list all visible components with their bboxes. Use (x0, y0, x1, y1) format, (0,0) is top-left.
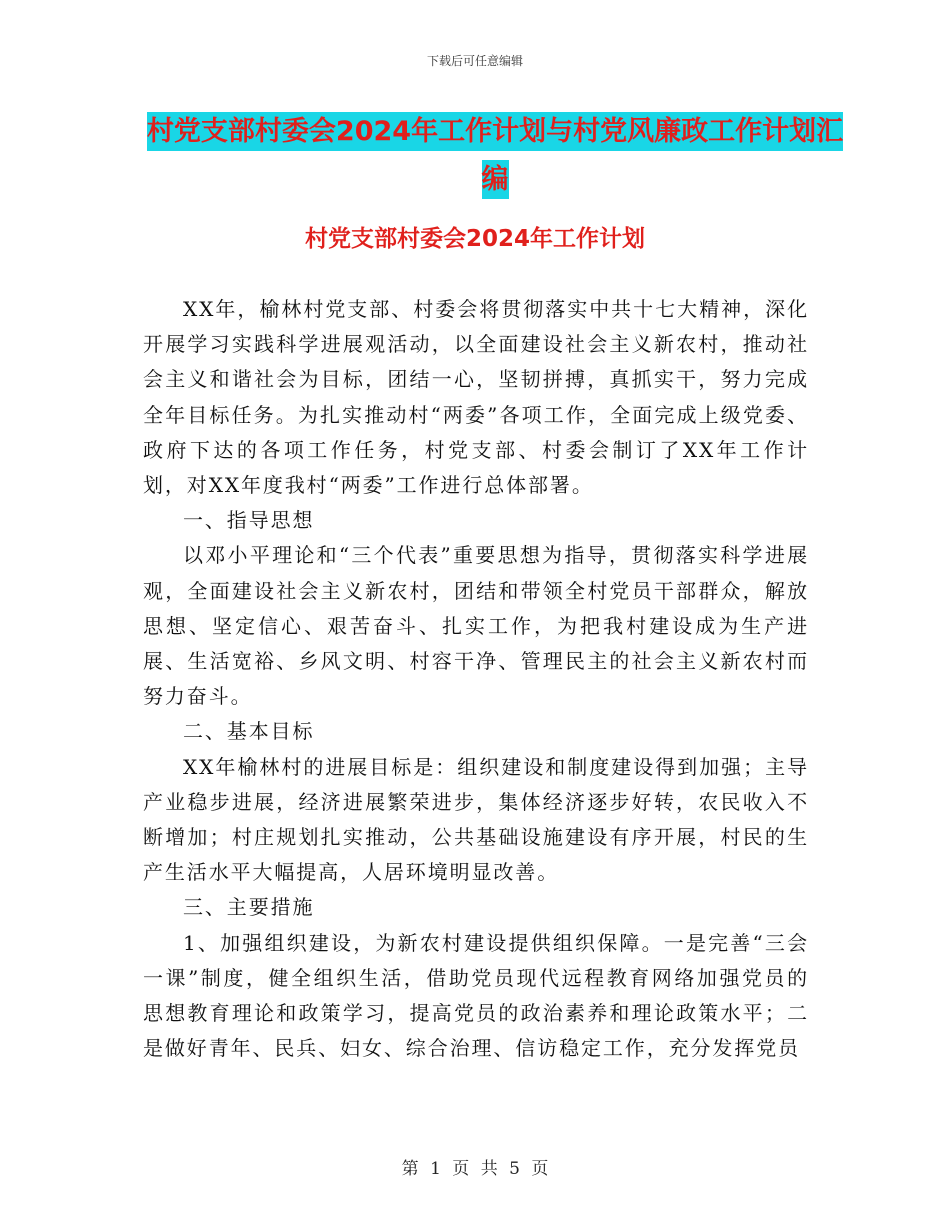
section-title: 村党支部村委会2024年工作计划 (304, 226, 645, 252)
paragraph-guiding-ideology: 以邓小平理论和“三个代表”重要思想为指导，贯彻落实科学进展观，全面建设社会主义新农村，团结和带领全村党员干部群众，解放思想、坚定信心、艰苦奋斗、扎实工作，为把我村建设成为生产进展、生活宽裕、乡风文明、村容干净、管理民主的社会主义新农村而努力奋斗。 (143, 543, 809, 709)
paragraph-basic-goals: XX年榆林村的进展目标是：组织建设和制度建设得到加强；主导产业稳步进展，经济进展繁荣进步，集体经济逐步好转，农民收入不断增加；村庄规划扎实推动，公共基础设施建设有序开展，村民的生产生活水平大幅提高，人居环境明显改善。 (143, 754, 809, 885)
header-note: 下载后可任意编辑 (426, 54, 523, 68)
page-number-footer: 第 1 页 共 5 页 (401, 1159, 549, 1179)
document-body (143, 292, 809, 1066)
paragraph-intro: XX年，榆林村党支部、村委会将贯彻落实中共十七大精神，深化开展学习实践科学进展观活动，以全面建设社会主义新农村，推动社会主义和谐社会为目标，团结一心，坚韧拼搏，真抓实干，努力完成全年目标任务。为扎实推动村“两委”各项工作，全面完成上级党委、政府下达的各项工作任务，村党支部、村委会制订了XX年工作计划，对XX年度我村“两委”工作进行总体部署。 (143, 297, 809, 498)
heading-main-measures: 三、主要措施 (183, 895, 315, 920)
paragraph-measure-1: 1、加强组织建设，为新农村建设提供组织保障。一是完善“三会一课”制度，健全组织生活，借助党员现代远程教育网络加强党员的思想教育理论和政策学习，提高党员的政治素养和理论政策水平；二是做好青年、民兵、妇女、综合治理、信访稳定工作，充分发挥党员 (143, 930, 809, 1061)
heading-basic-goals: 二、基本目标 (183, 719, 315, 744)
heading-guiding-ideology: 一、指导思想 (183, 508, 315, 533)
document-title-text: 村党支部村委会2024年工作计划与村党风廉政工作计划汇编 (147, 112, 843, 199)
document-title (140, 108, 850, 204)
